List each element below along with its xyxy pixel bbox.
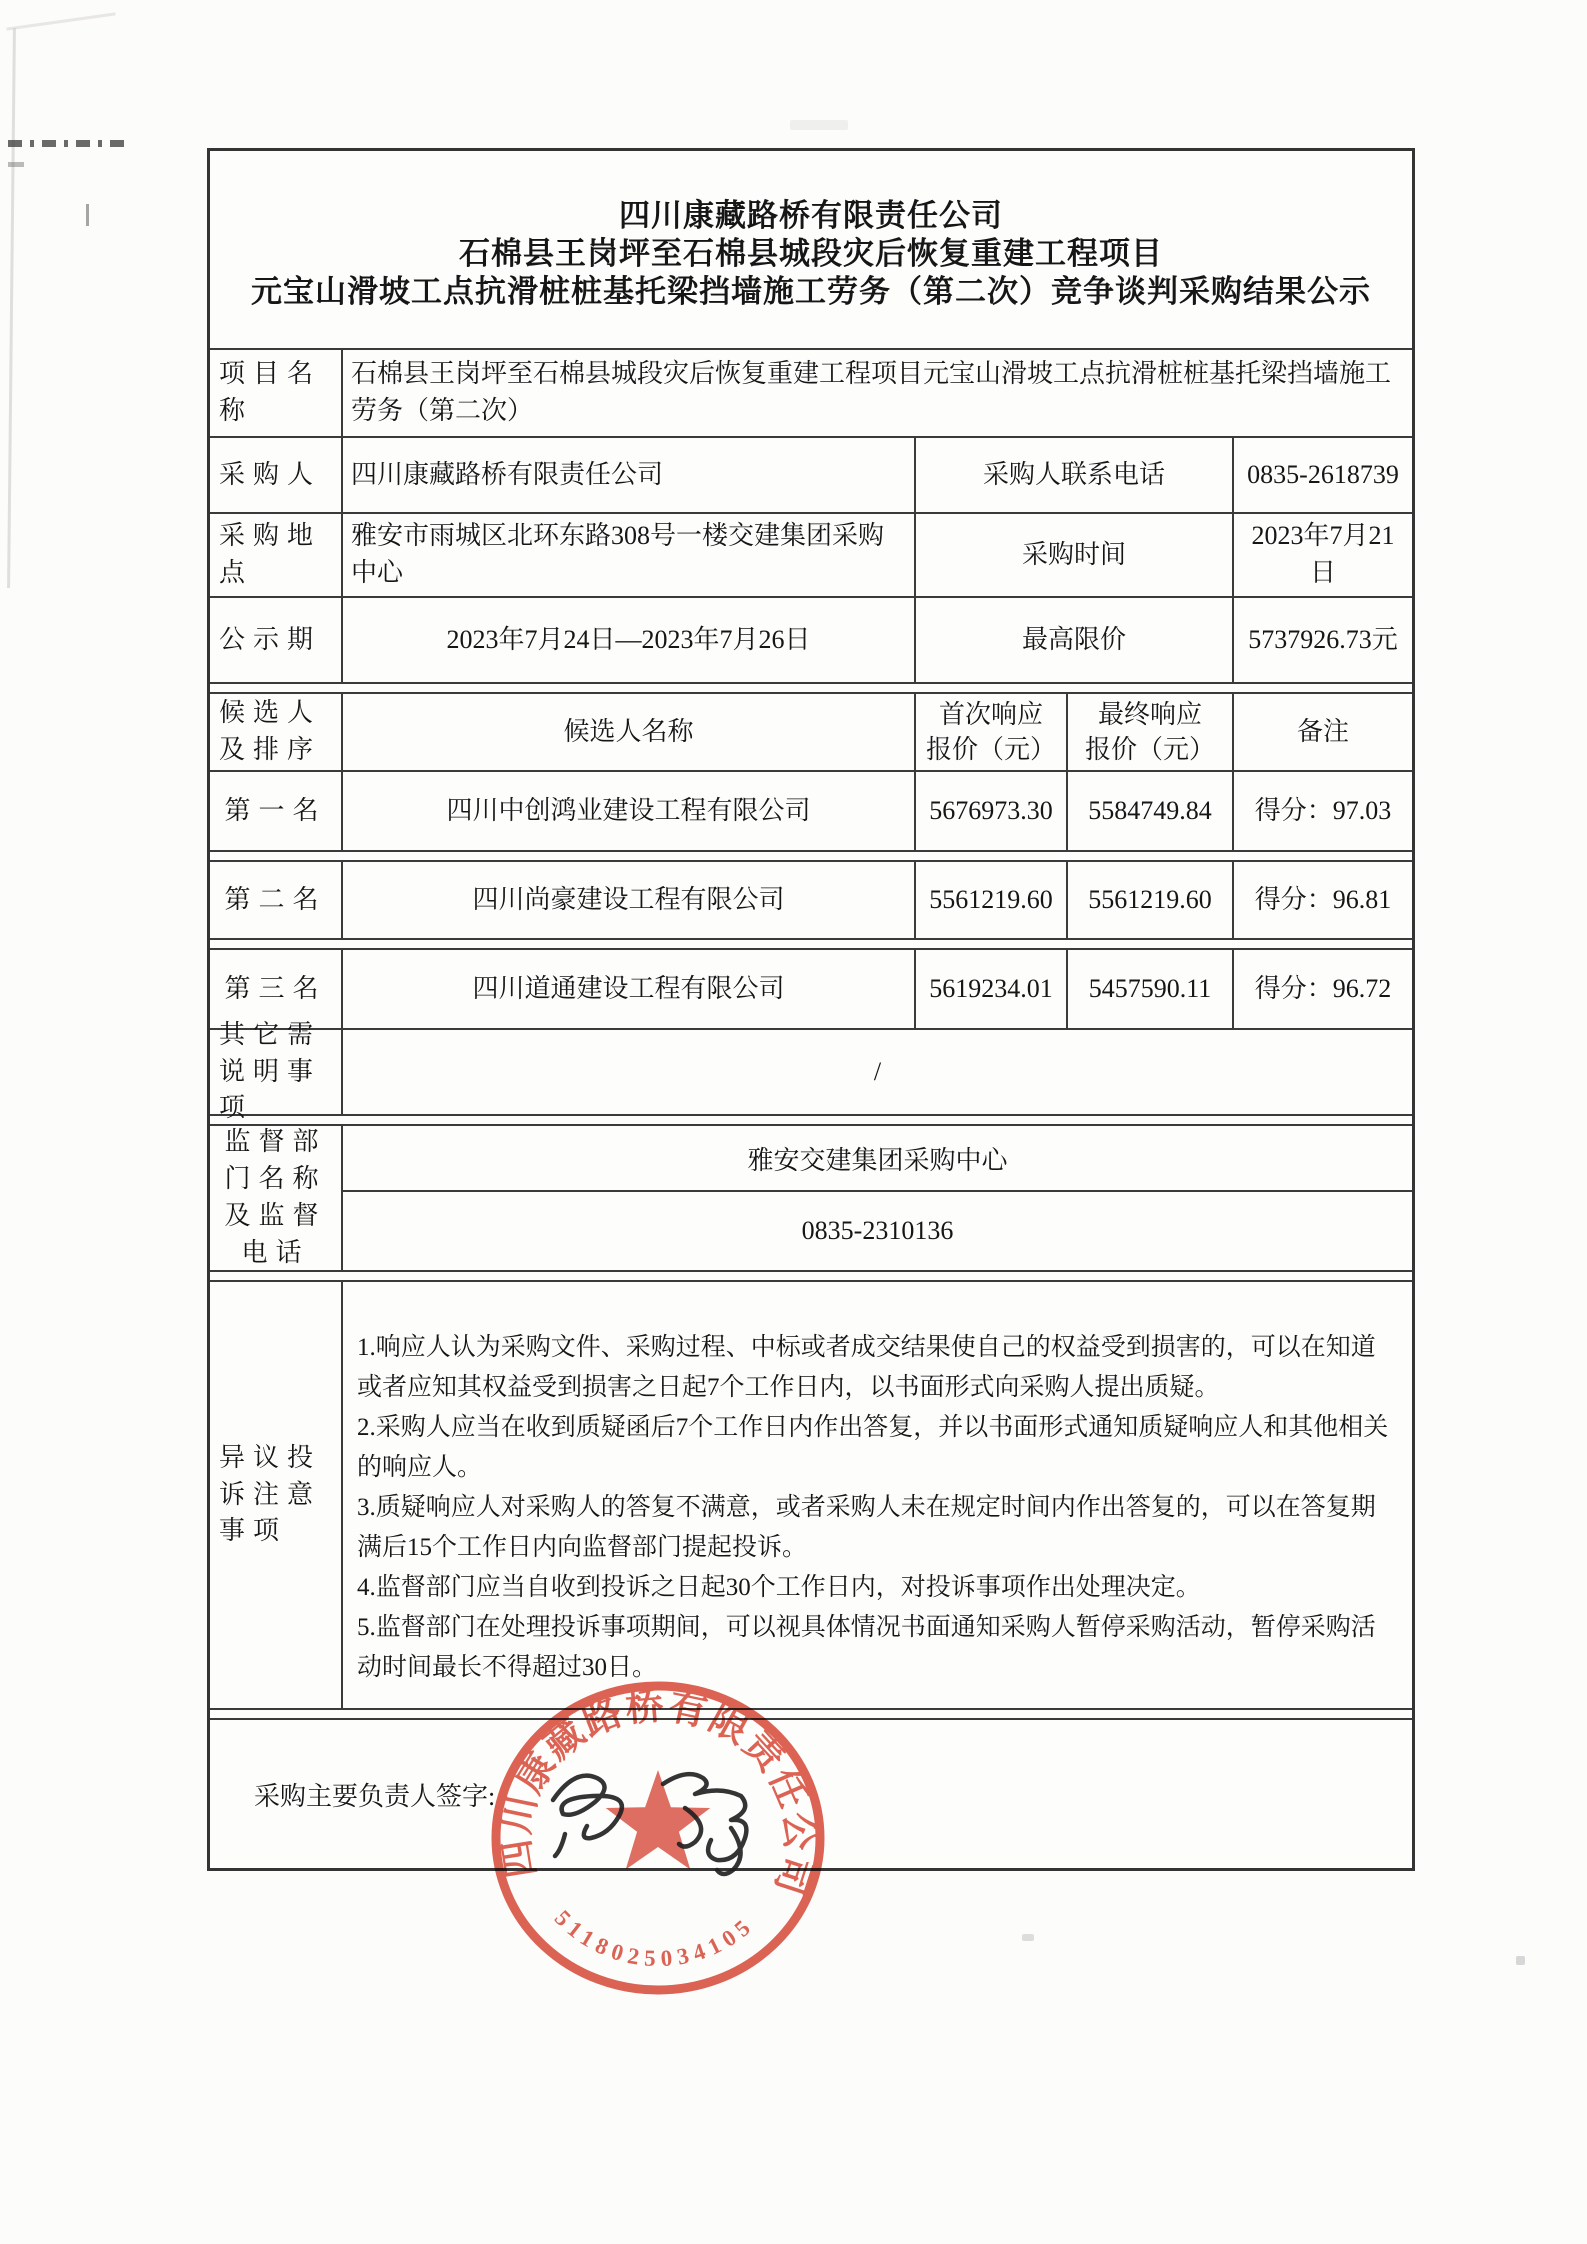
row-project-name [210, 348, 1412, 436]
page-corner-artifact [6, 12, 115, 30]
objection-item: 2.采购人应当在收到质疑函后7个工作日内作出答复，并以书面形式通知质疑响应人和其他相关的响应人。 [357, 1414, 1389, 1481]
seal-company-text: 四川康藏路桥有限责任公司 [495, 1684, 820, 1902]
objection-text [341, 1282, 1412, 1708]
row-objection-notes [210, 1280, 1412, 1708]
supervision-label: 监督部门名称及监督电话 [224, 1127, 327, 1267]
company-title: 四川康藏路桥有限责任公司 [619, 198, 1003, 233]
border-gap [210, 938, 1412, 948]
table-row-candidate-3 [210, 948, 1412, 1028]
candidate-name: 四川尚豪建设工程有限公司 [341, 862, 914, 938]
candidate-final-offer: 5584749.84 [1066, 772, 1232, 850]
announcement-title: 元宝山滑坡工点抗滑桩桩基托梁挡墙施工劳务（第二次）竞争谈判采购结果公示 [251, 274, 1371, 309]
scan-smudge [8, 140, 126, 147]
supervision-phone: 0835-2310136 [343, 1190, 1412, 1270]
candidate-final-offer: 5457590.11 [1066, 950, 1232, 1028]
rank-header: 候选人及排序 [219, 698, 322, 764]
max-price-value: 5737926.73元 [1232, 598, 1412, 682]
scan-smudge [1516, 1956, 1525, 1965]
project-title: 石棉县王岗坪至石棉县城段灾后恢复重建工程项目 [459, 236, 1163, 271]
row-location [210, 512, 1412, 596]
purchaser-phone-value: 0835-2618739 [1232, 438, 1412, 512]
purchaser-phone-label: 采购人联系电话 [914, 438, 1232, 512]
candidate-first-offer: 5676973.30 [914, 772, 1066, 850]
scan-smudge [8, 162, 24, 167]
scan-smudge [790, 120, 848, 130]
row-supervision [210, 1124, 1412, 1270]
candidate-first-offer: 5619234.01 [914, 950, 1066, 1028]
scan-smudge [1022, 1934, 1034, 1941]
border-gap [210, 1270, 1412, 1280]
other-notes-label: 其它需说明事项 [219, 1019, 322, 1123]
candidate-remark: 得分：97.03 [1232, 772, 1412, 850]
objection-item: 5.监督部门在处理投诉事项期间，可以视具体情况书面通知采购人暂停采购活动，暂停采购活动时间最长不得超过30日。 [357, 1614, 1376, 1681]
objection-item: 1.响应人认为采购文件、采购过程、中标或者成交结果使自己的权益受到损害的，可以在知道或者应知其权益受到损害之日起7个工作日内，以书面形式向采购人提出质疑。 [357, 1334, 1376, 1401]
border-gap [210, 850, 1412, 860]
purchaser-value: 四川康藏路桥有限责任公司 [341, 438, 914, 512]
seal-number-text: 5118025034105 [549, 1905, 760, 1972]
purchase-time-label: 采购时间 [914, 514, 1232, 596]
handwritten-signature [535, 1738, 805, 1888]
objection-item: 3.质疑响应人对采购人的答复不满意，或者采购人未在规定时间内作出答复的，可以在答复期满后15个工作日内向监督部门提起投诉。 [357, 1494, 1376, 1561]
row-candidates-header [210, 692, 1412, 770]
table-row-candidate-2 [210, 860, 1412, 938]
page-edge-artifact [7, 28, 16, 588]
candidate-rank: 第一名 [224, 795, 327, 825]
max-price-label: 最高限价 [914, 598, 1232, 682]
border-gap [210, 682, 1412, 692]
location-label: 采购地点 [219, 521, 322, 587]
location-value: 雅安市雨城区北环东路308号一楼交建集团采购中心 [341, 514, 914, 596]
objection-item: 4.监督部门应当自收到投诉之日起30个工作日内，对投诉事项作出处理决定。 [357, 1574, 1201, 1601]
document-table [207, 148, 1415, 1871]
project-name-value: 石棉县王岗坪至石棉县城段灾后恢复重建工程项目元宝山滑坡工点抗滑桩桩基托梁挡墙施工劳务（第二次） [341, 350, 1412, 436]
row-other-notes [210, 1019, 1412, 1123]
final-offer-header-line2: 报价（元） [1084, 735, 1215, 764]
remark-header: 备注 [1232, 694, 1412, 770]
candidate-name-header: 候选人名称 [341, 694, 914, 770]
publicity-period-value: 2023年7月24日—2023年7月26日 [341, 598, 914, 682]
border-gap [210, 1114, 1412, 1124]
row-publicity-period [210, 596, 1412, 682]
first-offer-header [914, 694, 1066, 770]
project-name-label: 项目名称 [219, 359, 322, 425]
candidate-remark: 得分：96.72 [1232, 950, 1412, 1028]
candidate-rank: 第三名 [224, 973, 327, 1003]
candidate-final-offer: 5561219.60 [1066, 862, 1232, 938]
first-offer-header-line2: 报价（元） [925, 735, 1056, 764]
signature-label: 采购主要负责人签字: [254, 1781, 496, 1811]
objection-label: 异议投诉注意事项 [219, 1442, 322, 1546]
scan-smudge [86, 204, 89, 226]
candidate-name: 四川道通建设工程有限公司 [341, 950, 914, 1028]
supervision-values [341, 1126, 1412, 1270]
first-offer-header-line1: 首次响应 [938, 699, 1043, 729]
table-row-candidate-1 [210, 770, 1412, 850]
publicity-period-label: 公示期 [219, 624, 322, 654]
final-offer-header [1066, 694, 1232, 770]
candidate-name: 四川中创鸿业建设工程有限公司 [341, 772, 914, 850]
candidate-remark: 得分：96.81 [1232, 862, 1412, 938]
candidate-first-offer: 5561219.60 [914, 862, 1066, 938]
document-title [210, 151, 1412, 348]
supervision-department: 雅安交建集团采购中心 [747, 1145, 1008, 1175]
row-purchaser [210, 436, 1412, 512]
purchase-time-value: 2023年7月21日 [1232, 514, 1412, 596]
other-notes-value: / [341, 1030, 1412, 1114]
candidate-rank: 第二名 [224, 884, 327, 914]
final-offer-header-line1: 最终响应 [1097, 699, 1202, 729]
purchaser-label: 采购人 [219, 459, 322, 489]
